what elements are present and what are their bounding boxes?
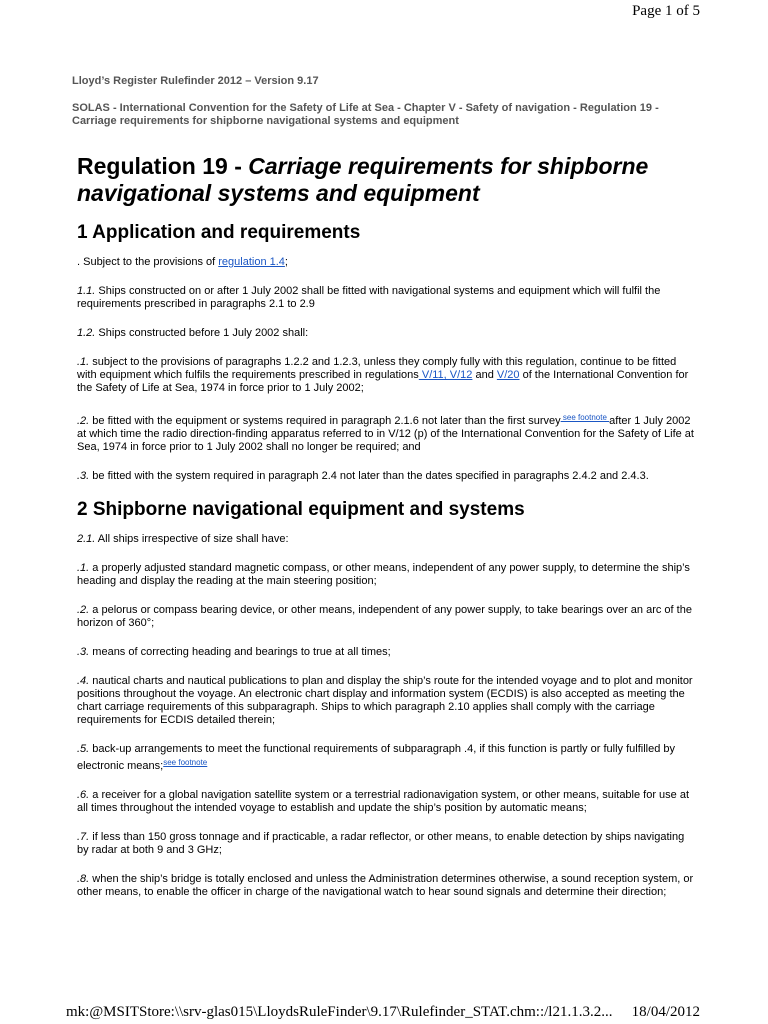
page-footer [66,1004,700,1021]
regulation-number: Regulation 19 - [77,153,249,179]
conjunction-text: and [472,369,497,381]
paragraph-number: .2. [77,415,90,427]
intro-text: . Subject to the provisions of [77,256,219,268]
section-1-intro [77,256,697,269]
product-version: Lloyd’s Register Rulefinder 2012 – Version 9.17 [72,75,319,87]
paragraph-number: .8. [77,873,90,885]
paragraph-text: if less than 150 gross tonnage and if practicable, a radar reflector, or other means, to enable detection by ships navigating by radar at both 9 and 3 GHz; [77,831,685,856]
paragraph-text: be fitted with the equipment or systems required in paragraph 2.1.6 not later than the first survey [89,415,561,427]
paragraph-2-1-3 [77,646,697,659]
paragraph-text: back-up arrangements to meet the functional requirements of subparagraph .4, if this function is partly or fully fulfilled by electronic means; [77,743,675,772]
regulation-v20-link[interactable]: V/20 [496,369,520,381]
paragraph-2-1-2 [77,604,697,630]
paragraph-text: All ships irrespective of size shall have: [95,533,289,545]
paragraph-text: be fitted with the system required in paragraph 2.4 not later than the dates specified in paragraphs 2.4.2 and 2.4.3. [89,470,649,482]
paragraph-number: 2.1. [77,533,96,545]
paragraph-text: subject to the provisions of paragraphs 1.2.2 and 1.2.3, unless they comply fully with this regulation, continue to be fitted with equipment which fulfils the requirements prescribed in regulations [77,356,677,381]
paragraph-text-end: of the International Convention for the Safety of Life at Sea, 1974 in force prior to 1 July 2002; [77,369,689,394]
paragraph-number: .4. [77,675,90,687]
main-content [77,153,697,915]
paragraph-2-1 [77,533,697,546]
paragraph-text: a properly adjusted standard magnetic compass, or other means, independent of any power supply, to determine the ship’s heading and display the reading at the main steering position; [77,562,690,587]
print-date: 18/04/2012 [631,1004,700,1020]
footnote-link[interactable]: see footnote [560,413,610,422]
paragraph-text: means of correcting heading and bearings to true at all times; [89,646,391,658]
paragraph-number: .1. [77,356,90,368]
paragraph-2-1-1 [77,562,697,588]
paragraph-1-2-1 [77,356,697,395]
paragraph-number: 1.1. [77,285,96,297]
paragraph-2-1-5 [77,743,697,773]
breadcrumb: SOLAS - International Convention for the Safety of Life at Sea - Chapter V - Safety of navigation - Regulation 19 - Carriage requirements for shipborne navigational systems and equipment [72,102,659,127]
paragraph-1-1 [77,285,697,311]
paragraph-2-1-6 [77,789,697,815]
paragraph-number: .3. [77,470,90,482]
paragraph-1-2 [77,327,697,340]
paragraph-number: .1. [77,562,90,574]
regulation-title: Carriage requirements for shipborne navigational systems and equipment [77,153,649,206]
paragraph-text: Ships constructed on or after 1 July 2002 shall be fitted with navigational systems and equipment which will fulfil the requirements prescribed in paragraphs 2.1 to 2.9 [77,285,661,310]
regulation-1-4-link[interactable]: regulation 1.4 [218,256,285,268]
paragraph-2-1-8 [77,873,697,899]
section-2-heading: 2 Shipborne navigational equipment and systems [77,499,525,520]
regulation-v11-v12-link[interactable]: V/11, V/12 [418,369,473,381]
paragraph-2-1-7 [77,831,697,857]
paragraph-text: when the ship’s bridge is totally enclosed and unless the Administration determines otherwise, a sound reception system, or other means, to enable the officer in charge of the navigational watch to hear sound signals and determine their direction; [77,873,694,898]
paragraph-number: .2. [77,604,90,616]
page-number: Page 1 of 5 [632,3,700,19]
paragraph-text-end: after 1 July 2002 at which time the radio direction-finding apparatus referred to in V/12 (p) of the International Convention for the Safety of Life at Sea, 1974 in force prior to 1 July 2002 shall no longer be required; and [77,415,694,453]
paragraph-number: .6. [77,789,90,801]
document-header [72,75,702,128]
intro-suffix: ; [284,256,288,268]
paragraph-2-1-4 [77,675,697,727]
paragraph-number: .5. [77,743,90,755]
footnote-link[interactable]: see footnote [163,758,208,767]
paragraph-text: a pelorus or compass bearing device, or other means, independent of any power supply, to take bearings over an arc of the horizon of 360°; [77,604,692,629]
paragraph-number: .3. [77,646,90,658]
page-title [77,153,697,207]
paragraph-1-2-3 [77,470,697,483]
paragraph-number: 1.2. [77,327,96,339]
paragraph-text: Ships constructed before 1 July 2002 shall: [95,327,309,339]
paragraph-text: nautical charts and nautical publications to plan and display the ship’s route for the intended voyage and to plot and monitor positions throughout the voyage. An electronic chart display and information system (ECDIS) is also accepted as meeting the chart carriage requirements of this subparagraph. Ships to which paragraph 2.10 applies shall comply with the carriage requirements for ECDIS detailed therein; [77,675,693,726]
section-1-heading: 1 Application and requirements [77,222,361,243]
paragraph-1-2-2 [77,411,697,454]
source-path: mk:@MSITStore:\\srv-glas015\LloydsRuleFinder\9.17\Rulefinder_STAT.chm::/l21.1.3.2... [66,1004,613,1020]
paragraph-text: a receiver for a global navigation satellite system or a terrestrial radionavigation system, or other means, suitable for use at all times throughout the intended voyage to establish and update the ship’s position by automatic means; [77,789,690,814]
paragraph-number: .7. [77,831,90,843]
